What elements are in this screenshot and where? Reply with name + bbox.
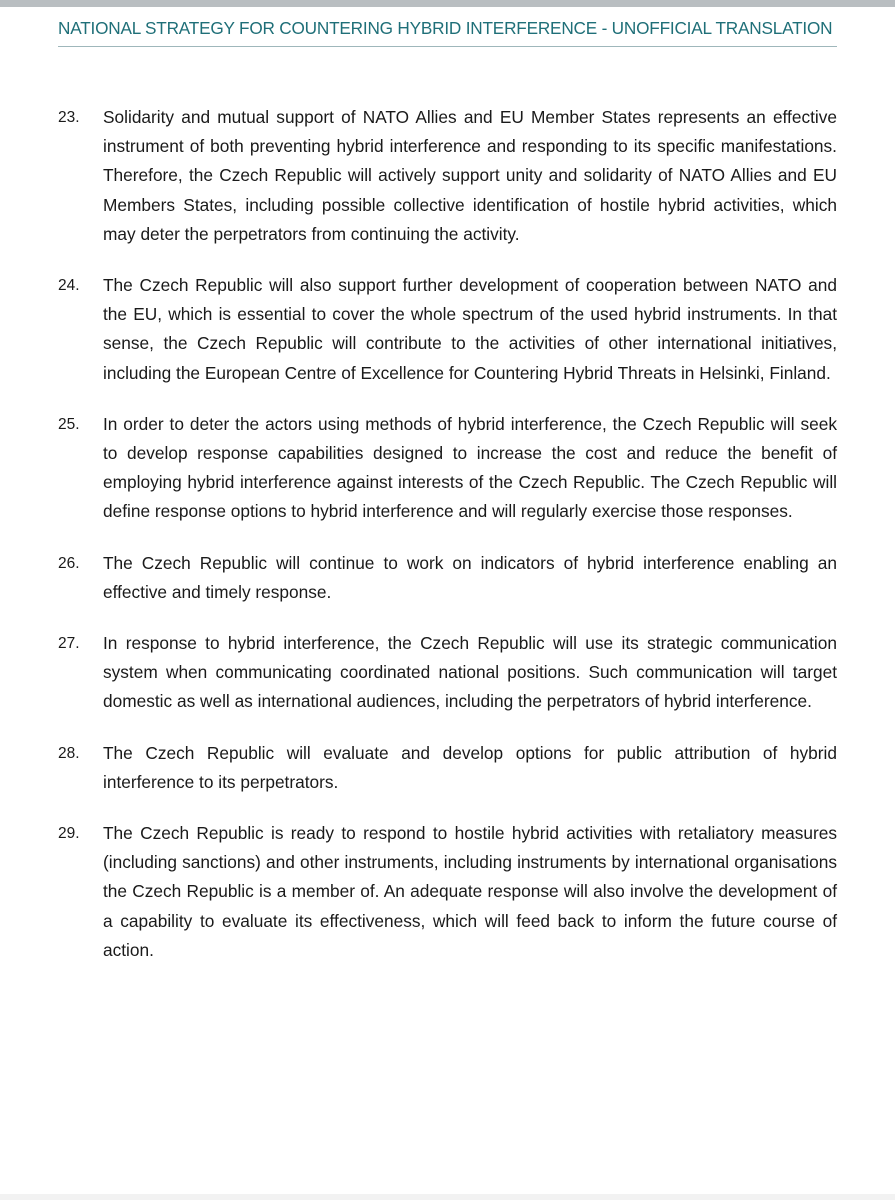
paragraph-26 [58,549,837,607]
paragraph-number: 25. [58,415,80,433]
paragraph-number: 26. [58,554,80,572]
paragraph-number: 28. [58,744,80,762]
paragraph-text: The Czech Republic will evaluate and develop options for public attribution of hybrid interference to its perpetrators. [103,742,837,792]
paragraph-text: The Czech Republic will also support further development of cooperation between NATO and the EU, which is essential to cover the whole spectrum of the used hybrid instruments. In that sense, the Czech Republic will contribute to the activities of other international initiatives, including the European Centre of Excellence for Countering Hybrid Threats in Helsinki, Finland. [103,275,837,383]
paragraph-number: 24. [58,277,80,295]
page-bottom-edge [0,1194,895,1200]
paragraph-29 [58,819,837,965]
paragraph-number: 27. [58,635,80,653]
document-body [58,103,837,987]
paragraph-text: In order to deter the actors using methods of hybrid interference, the Czech Republic will seek to develop response capabilities designed to increase the cost and reduce the benefit of employing hybrid interference against interests of the Czech Republic. The Czech Republic will define response options to hybrid interference and will regularly exercise those responses. [103,413,837,522]
top-bar [0,0,895,7]
document-header: NATIONAL STRATEGY FOR COUNTERING HYBRID INTERFERENCE - UNOFFICIAL TRANSLATION [58,18,833,38]
paragraph-25 [58,410,837,527]
paragraph-24 [58,271,837,388]
paragraph-text: The Czech Republic is ready to respond to hostile hybrid activities with retaliatory measures (including sanctions) and other instruments, including instruments by international organisations the Czech Republic is a member of. An adequate response will also involve the development of a capability to evaluate its effectiveness, which will feed back to inform the future course of action. [103,823,837,960]
paragraph-23 [58,103,837,249]
paragraph-text: In response to hybrid interference, the Czech Republic will use its strategic communication system when communicating coordinated national positions. Such communication will target domestic as well as international audiences, including the perpetrators of hybrid interference. [103,633,837,712]
paragraph-27 [58,629,837,717]
paragraph-text: The Czech Republic will continue to work on indicators of hybrid interference enabling an effective and timely response. [103,552,837,602]
paragraph-number: 23. [58,109,80,126]
paragraph-number: 29. [58,825,80,843]
paragraph-28 [58,739,837,797]
header-divider [58,46,837,47]
paragraph-text: Solidarity and mutual support of NATO Allies and EU Member States represents an effective instrument of both preventing hybrid interference and responding to its specific manifestations. Therefore, the Czech Republic will actively support unity and solidarity of NATO Allies and EU Members States, including possible collective identification of hostile hybrid activities, which may deter the perpetrators from continuing the activity. [103,107,837,244]
